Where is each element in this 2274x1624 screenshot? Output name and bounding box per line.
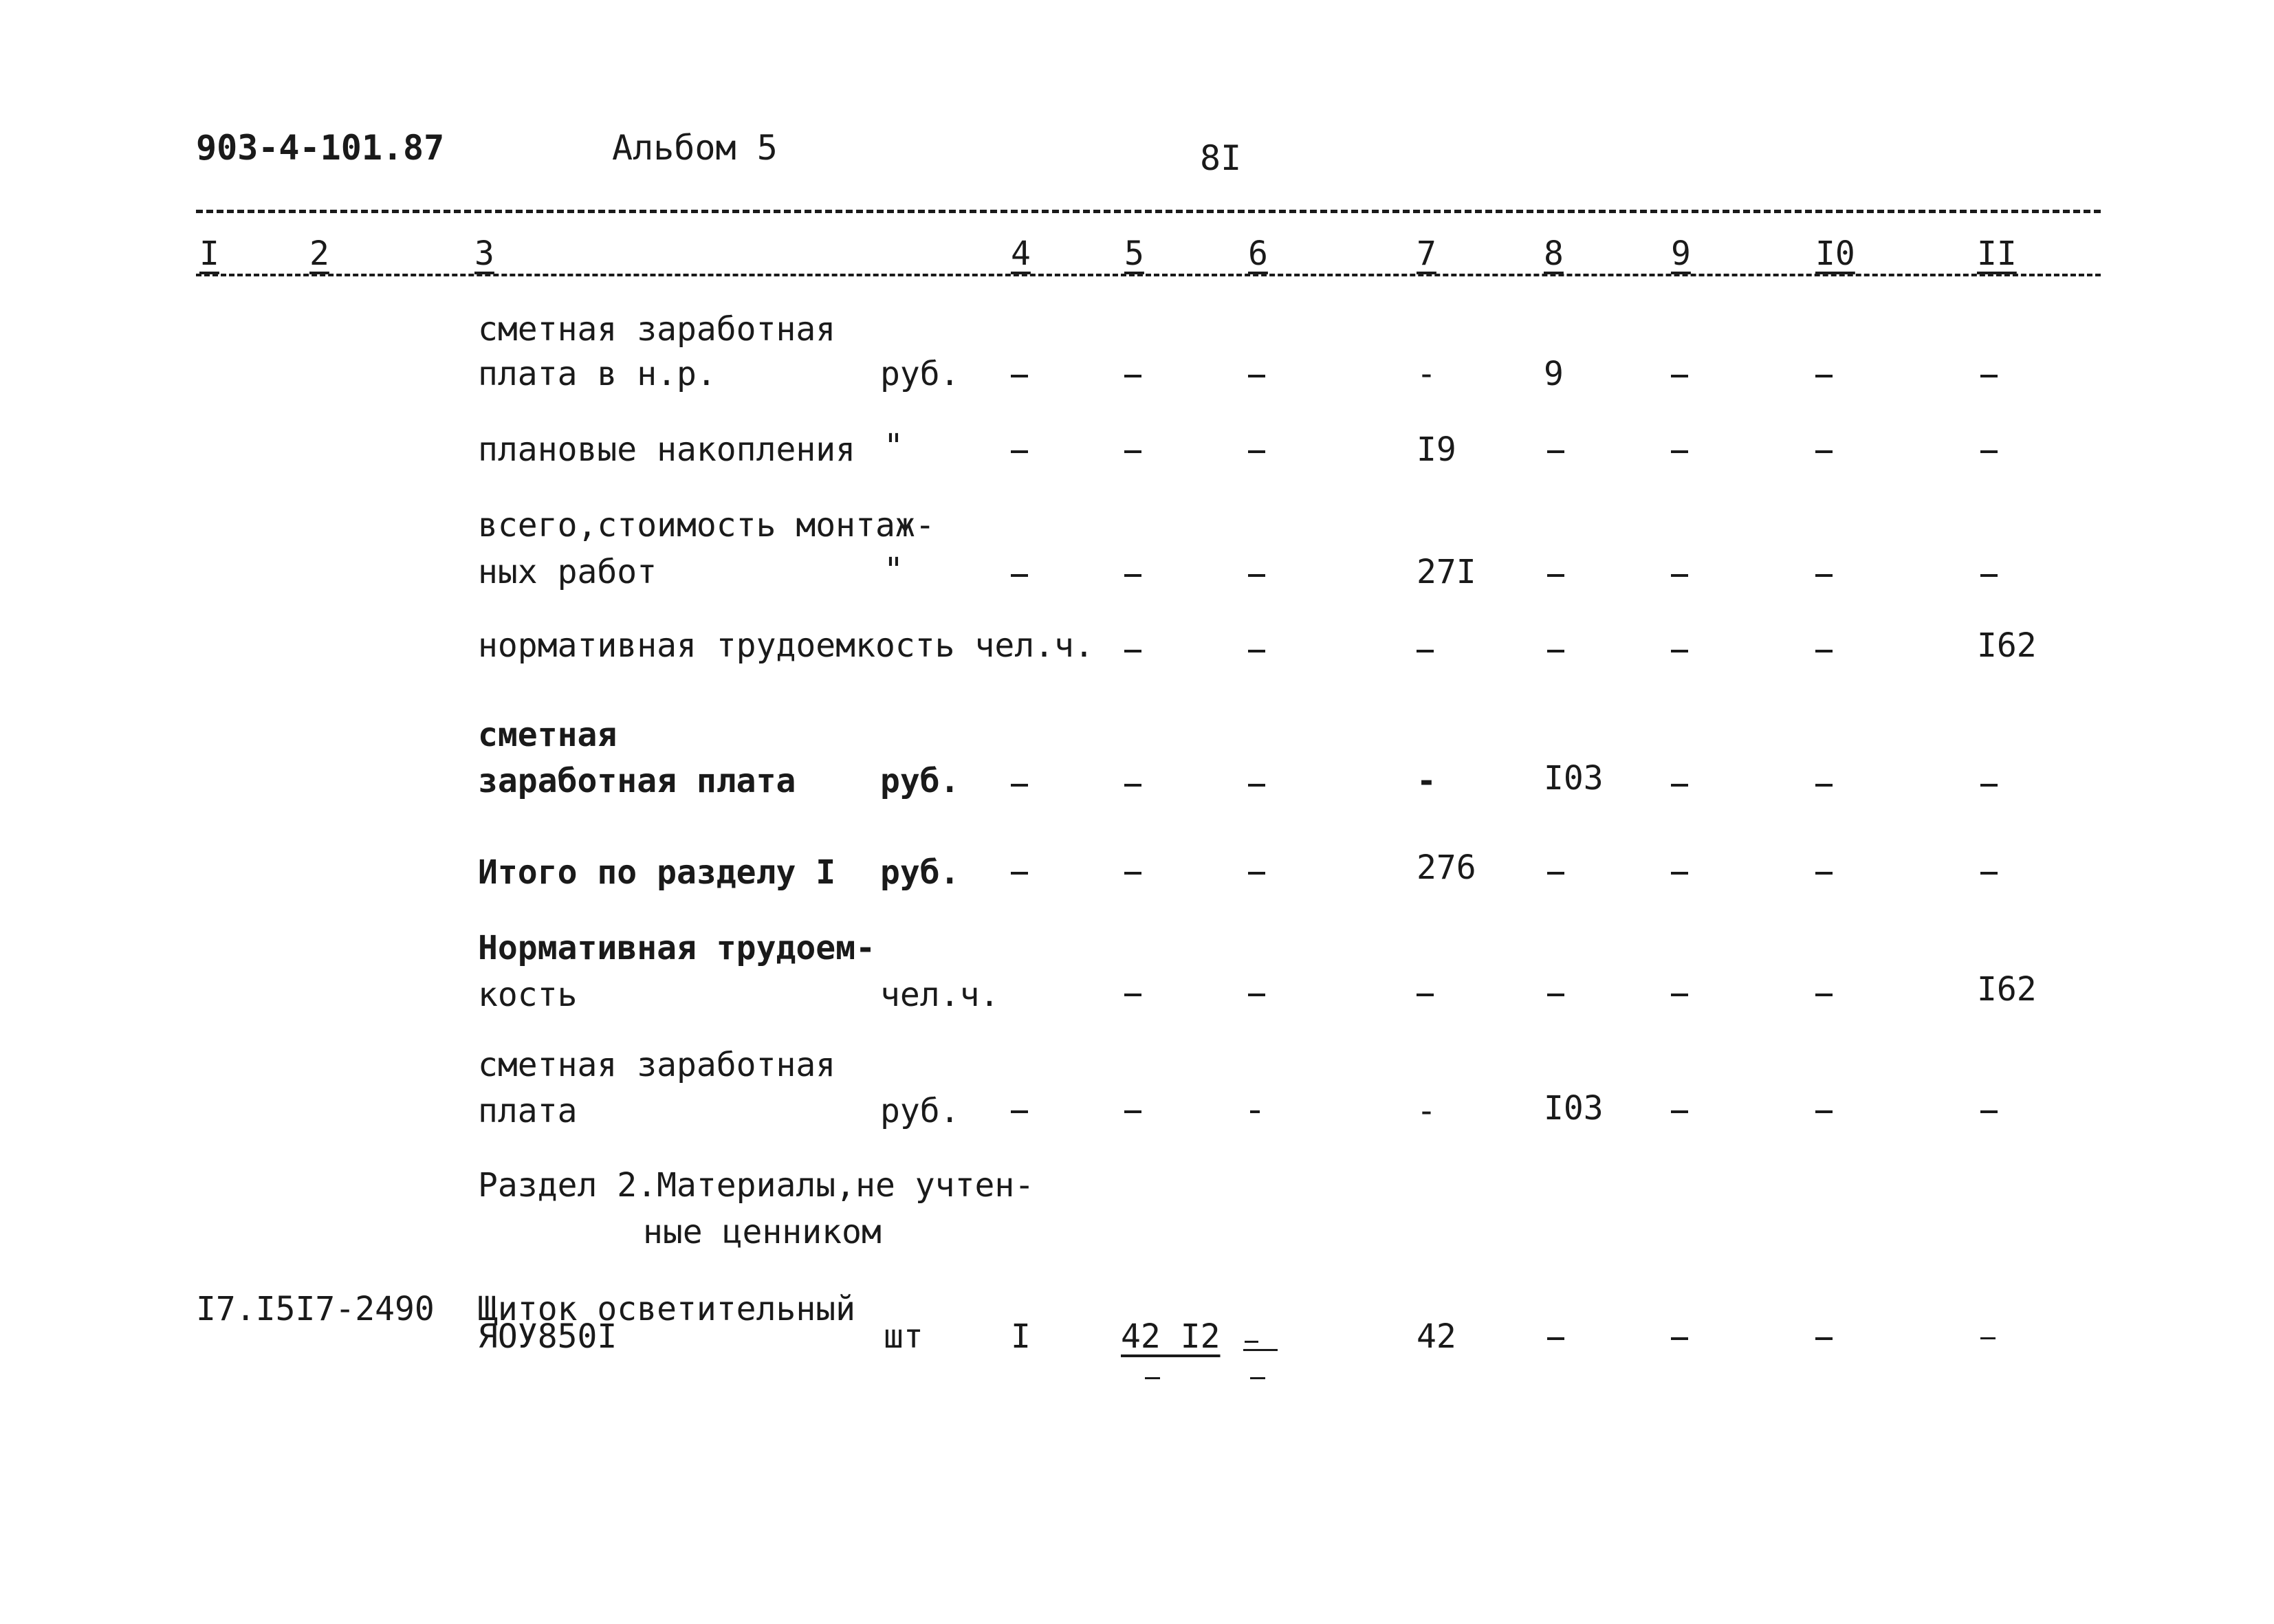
empty-cell-dash bbox=[1980, 375, 1998, 377]
row-text: нормативная трудоемкость чел.ч. bbox=[478, 626, 1094, 665]
empty-cell-dash bbox=[1671, 872, 1688, 875]
empty-cell-dash bbox=[1815, 784, 1833, 787]
col-7-value: 27I bbox=[1417, 553, 1476, 591]
header-rule bbox=[196, 210, 2101, 213]
unit: шт bbox=[884, 1317, 923, 1356]
col-4: 4 bbox=[1011, 234, 1031, 273]
empty-cell-dash bbox=[1547, 872, 1564, 875]
col-7-value: - bbox=[1417, 355, 1436, 393]
empty-cell-dash bbox=[1145, 1377, 1160, 1379]
row-text: ные ценником bbox=[643, 1213, 882, 1251]
empty-cell-dash bbox=[1011, 784, 1028, 787]
empty-cell-dash bbox=[1671, 1337, 1688, 1340]
col-7-value: I9 bbox=[1417, 430, 1456, 469]
empty-cell-dash bbox=[1671, 450, 1688, 453]
row-text: Нормативная трудоем- bbox=[478, 929, 875, 967]
unit: " bbox=[884, 427, 904, 465]
empty-cell-dash bbox=[1815, 650, 1833, 652]
empty-cell-dash bbox=[1011, 574, 1028, 577]
document-code: 903-4-101.87 bbox=[196, 128, 445, 168]
empty-cell-dash bbox=[1124, 574, 1141, 577]
col-8-value: I03 bbox=[1544, 759, 1604, 798]
empty-cell-dash bbox=[1248, 375, 1265, 377]
empty-cell-dash bbox=[1243, 1349, 1278, 1351]
empty-cell-dash bbox=[1248, 450, 1265, 453]
empty-cell-dash bbox=[1011, 872, 1028, 875]
row-text: плата bbox=[478, 1092, 578, 1130]
empty-cell-dash bbox=[1980, 872, 1998, 875]
album-label: Альбом 5 bbox=[612, 128, 778, 168]
empty-cell-dash bbox=[1671, 994, 1688, 996]
empty-cell-dash bbox=[1815, 574, 1833, 577]
column-header-rule bbox=[196, 274, 2101, 276]
row-text: сметная заработная bbox=[478, 1046, 836, 1084]
empty-cell-dash bbox=[1011, 450, 1028, 453]
col-8-value: 9 bbox=[1544, 355, 1564, 393]
col-5: 5 bbox=[1124, 234, 1144, 273]
row-text: плановые накопления bbox=[478, 430, 856, 469]
empty-cell-dash bbox=[1011, 1110, 1028, 1113]
row-text: сметная заработная bbox=[478, 310, 836, 349]
empty-cell-dash bbox=[1124, 784, 1141, 787]
unit: чел.ч. bbox=[880, 976, 1000, 1014]
row-text: Раздел 2.Материалы,не учтен- bbox=[478, 1166, 1035, 1205]
col-7-value: - bbox=[1417, 762, 1436, 800]
col-7-value: 276 bbox=[1417, 848, 1476, 887]
empty-cell-dash bbox=[1124, 1110, 1141, 1113]
row-text: сметная bbox=[478, 716, 617, 754]
unit: руб. bbox=[880, 355, 960, 393]
empty-cell-dash bbox=[1547, 650, 1564, 652]
empty-cell-dash bbox=[1248, 872, 1265, 875]
col-2: 2 bbox=[309, 234, 329, 273]
col-7-value: - bbox=[1417, 1092, 1436, 1130]
page-number: 8I bbox=[1200, 138, 1242, 178]
unit: " bbox=[884, 551, 904, 589]
empty-cell-dash bbox=[1547, 450, 1564, 453]
empty-cell-dash bbox=[1547, 574, 1564, 577]
col-5-value: 42 I2 bbox=[1121, 1317, 1221, 1356]
empty-cell-dash bbox=[1248, 574, 1265, 577]
quantity: I bbox=[1011, 1317, 1031, 1356]
empty-cell-dash bbox=[1980, 450, 1998, 453]
empty-cell-dash bbox=[1011, 375, 1028, 377]
row-text: кость bbox=[478, 976, 578, 1014]
row-text: заработная плата bbox=[478, 762, 796, 800]
empty-cell-dash bbox=[1417, 650, 1434, 652]
col-9: 9 bbox=[1671, 234, 1691, 273]
empty-cell-dash bbox=[1815, 450, 1833, 453]
empty-cell-dash bbox=[1980, 1337, 1996, 1339]
col-11-value: I62 bbox=[1977, 626, 2037, 665]
empty-cell-dash bbox=[1248, 994, 1265, 996]
empty-cell-dash bbox=[1124, 994, 1141, 996]
empty-cell-dash bbox=[1124, 450, 1141, 453]
col-1: I bbox=[199, 234, 219, 273]
empty-cell-dash bbox=[1245, 1341, 1258, 1343]
col-11: II bbox=[1977, 234, 2017, 273]
empty-cell-dash bbox=[1671, 1110, 1688, 1113]
row-text: плата в н.р. bbox=[478, 355, 717, 393]
col-6: 6 bbox=[1248, 234, 1268, 273]
empty-cell-dash bbox=[1815, 375, 1833, 377]
item-code: I7.I5I7-2490 bbox=[196, 1290, 435, 1328]
empty-cell-dash bbox=[1815, 1110, 1833, 1113]
empty-cell-dash bbox=[1671, 784, 1688, 787]
empty-cell-dash bbox=[1815, 1337, 1833, 1340]
empty-cell-dash bbox=[1815, 994, 1833, 996]
row-text: ЯОУ850I bbox=[478, 1317, 617, 1356]
empty-cell-dash bbox=[1671, 375, 1688, 377]
unit: руб. bbox=[880, 762, 960, 800]
empty-cell-dash bbox=[1248, 650, 1265, 652]
empty-cell-dash bbox=[1248, 784, 1265, 787]
empty-cell-dash bbox=[1547, 1337, 1564, 1340]
col-8-value: I03 bbox=[1544, 1089, 1604, 1128]
empty-cell-dash bbox=[1250, 1377, 1265, 1379]
unit: руб. bbox=[880, 1092, 960, 1130]
col-10: I0 bbox=[1815, 234, 1855, 273]
col-7: 7 bbox=[1417, 234, 1436, 273]
empty-cell-dash bbox=[1124, 375, 1141, 377]
empty-cell-dash bbox=[1417, 994, 1434, 996]
row-text: всего,стоимость монтаж- bbox=[478, 506, 935, 545]
col-11-value: I62 bbox=[1977, 970, 2037, 1009]
empty-cell-dash bbox=[1671, 650, 1688, 652]
row-text: Итого по разделу I bbox=[478, 853, 836, 892]
empty-cell-dash bbox=[1547, 994, 1564, 996]
col-8: 8 bbox=[1544, 234, 1564, 273]
unit: руб. bbox=[880, 853, 960, 892]
empty-cell-dash bbox=[1980, 574, 1998, 577]
row-text: Щиток осветительный bbox=[478, 1290, 856, 1328]
empty-cell-dash bbox=[1124, 872, 1141, 875]
empty-cell-dash bbox=[1124, 650, 1141, 652]
empty-cell-dash bbox=[1815, 872, 1833, 875]
col-7-value: 42 bbox=[1417, 1317, 1456, 1356]
empty-cell-dash bbox=[1980, 1110, 1998, 1113]
row-text: ных работ bbox=[478, 553, 657, 591]
empty-cell-dash bbox=[1250, 1110, 1260, 1113]
col-3: 3 bbox=[474, 234, 494, 273]
empty-cell-dash bbox=[1980, 784, 1998, 787]
empty-cell-dash bbox=[1671, 574, 1688, 577]
